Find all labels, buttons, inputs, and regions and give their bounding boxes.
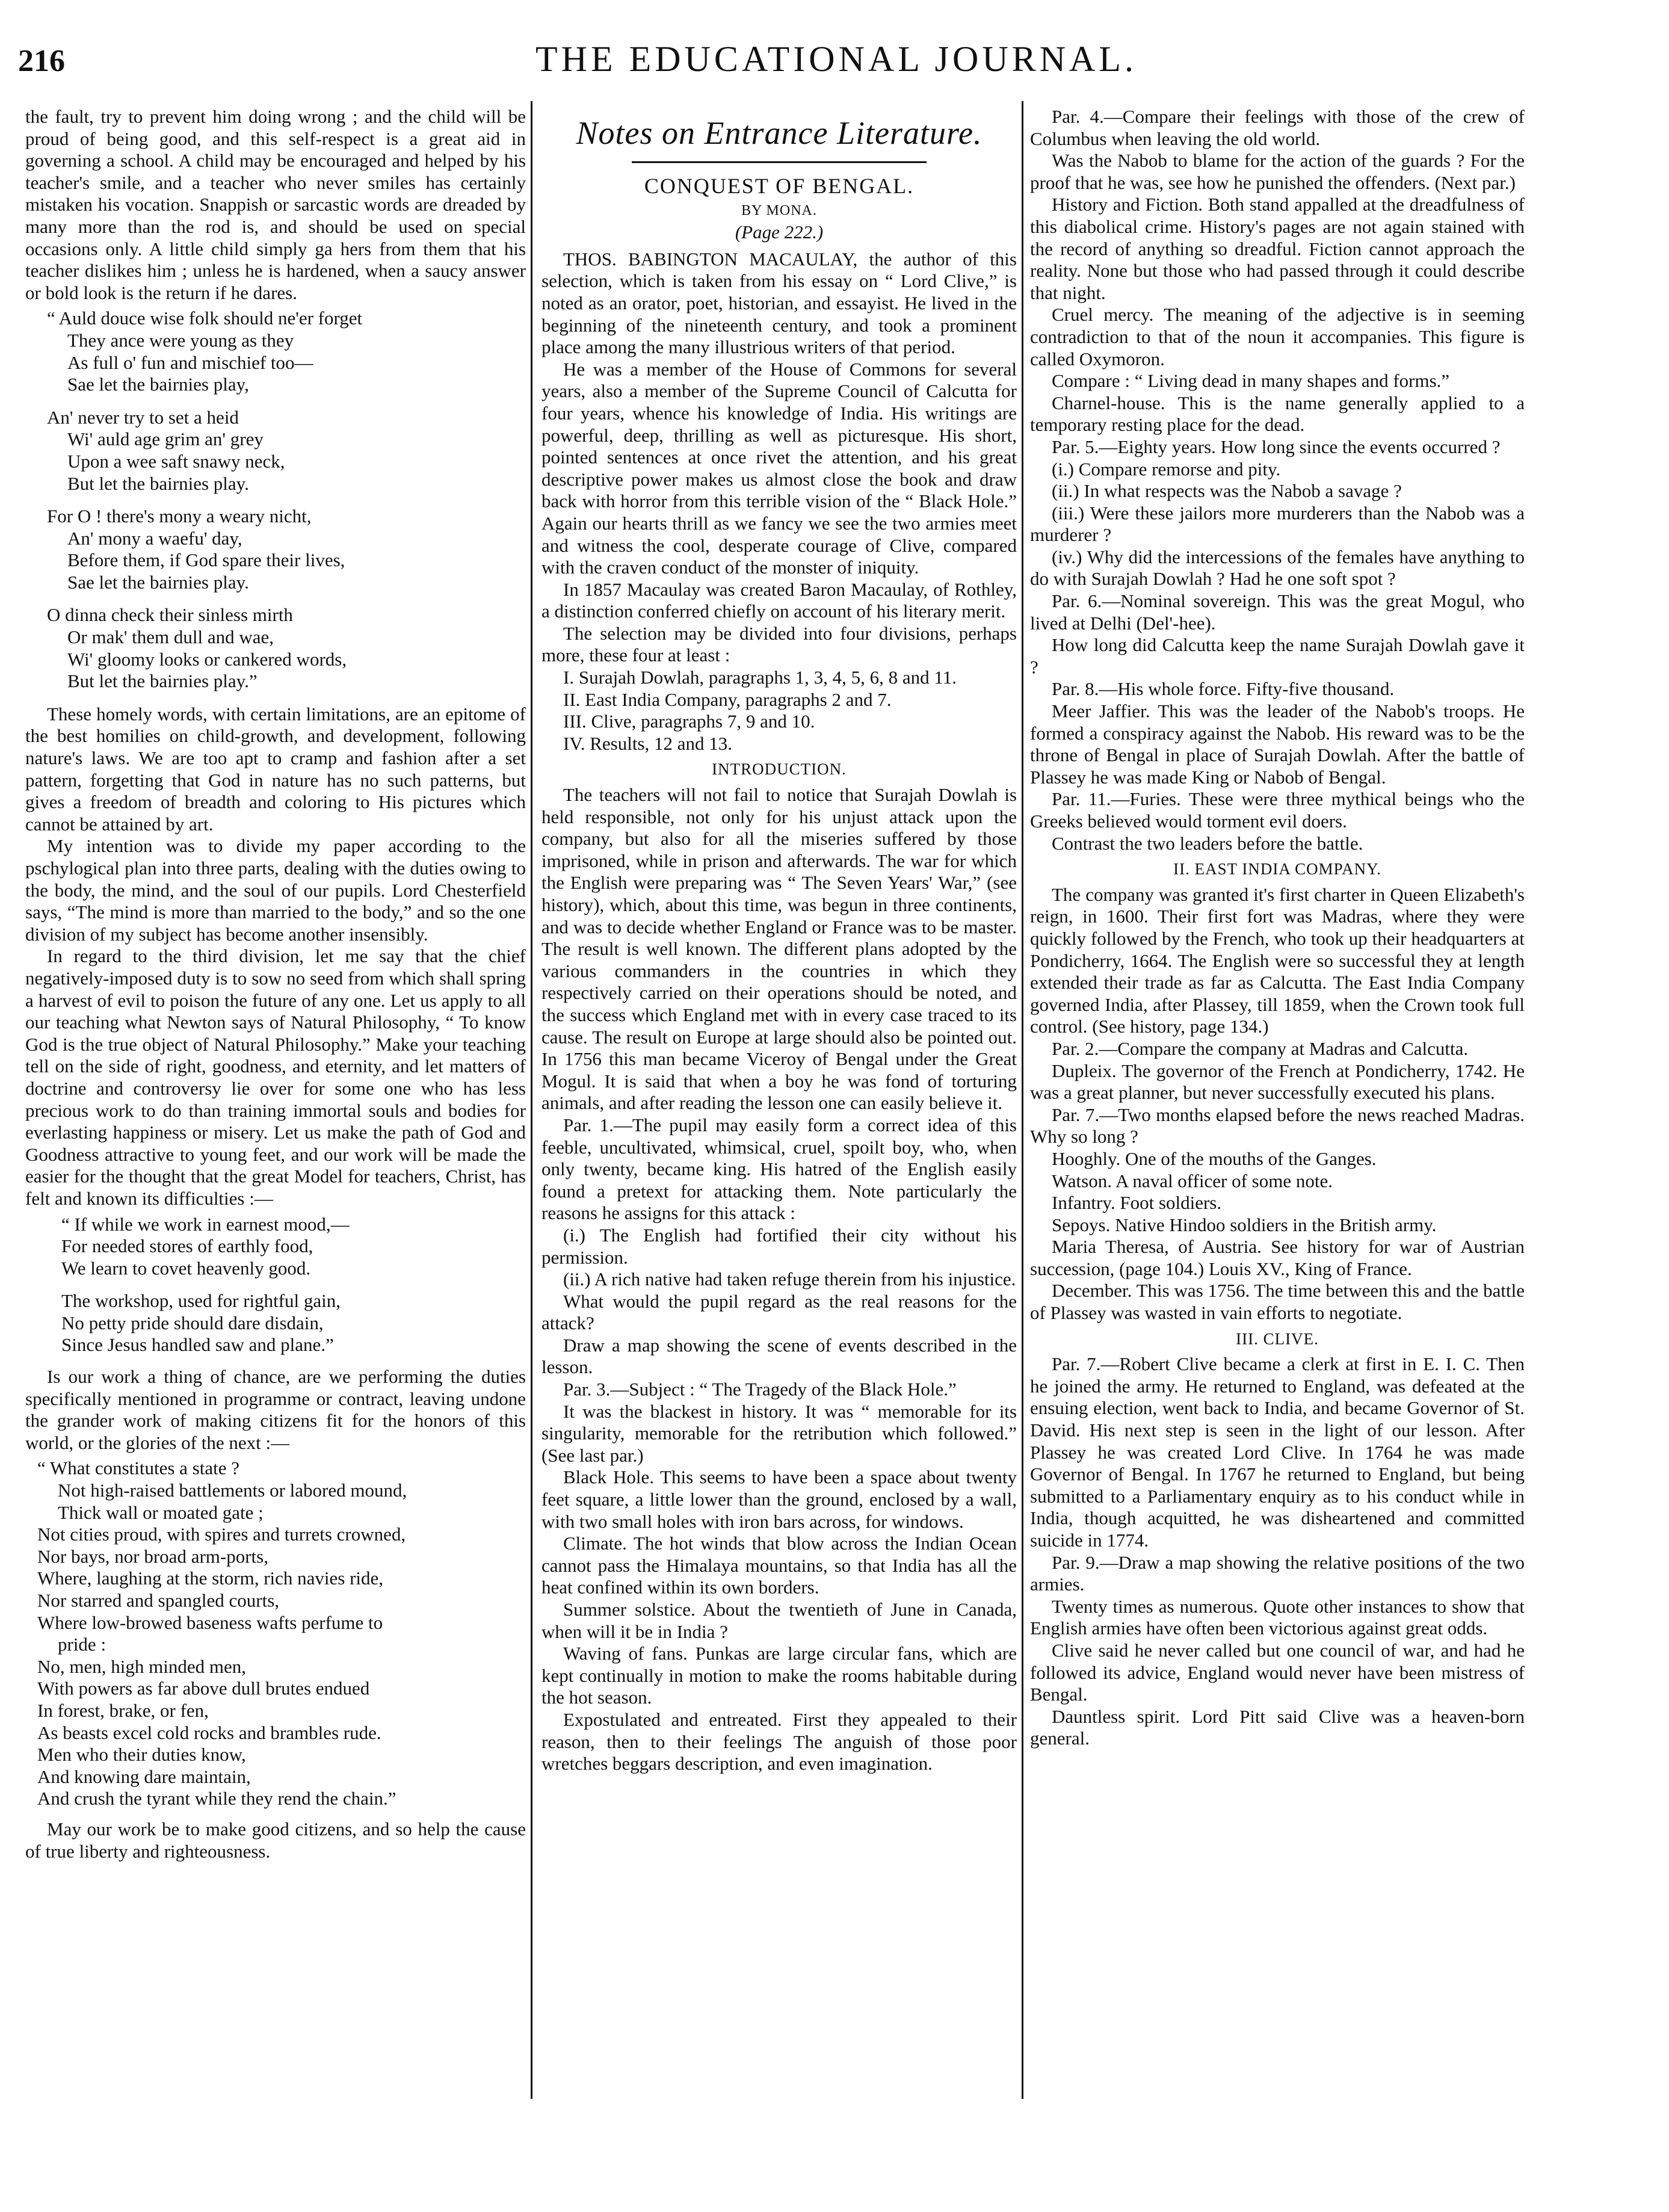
- subsection-heading: INTRODUCTION.: [712, 760, 847, 779]
- division-item: II. East India Company, paragraphs 2 and 7.: [563, 688, 892, 710]
- section-heading: Notes on Entrance Literature.: [576, 115, 983, 151]
- stanza-gap: [47, 593, 526, 604]
- paragraph: Par. 7.—Two months elapsed before the news reached Madras. Why so long ?: [1030, 1104, 1525, 1148]
- verse-line: In forest, brake, or fen,: [37, 1699, 209, 1721]
- verse-line: Men who their duties know,: [37, 1744, 246, 1766]
- paragraph: Par. 4.—Compare their feelings with those of the crew of Columbus when leaving the old world.: [1030, 106, 1525, 149]
- paragraph: What would the pupil regard as the real reasons for the attack?: [541, 1290, 1017, 1334]
- paragraph: Twenty times as numerous. Quote other instances to show that English armies have often been victorious against great odds.: [1030, 1595, 1525, 1639]
- page-number: 216: [18, 44, 65, 78]
- verse-line: Thick wall or moated gate ;: [58, 1501, 264, 1523]
- division-item: IV. Results, 12 and 13.: [563, 732, 733, 754]
- verse-line: Wi' gloomy looks or cankered words,: [67, 648, 347, 670]
- byline: BY MONA.: [741, 202, 817, 218]
- verse-line: We learn to covet heavenly good.: [61, 1257, 311, 1279]
- division-item: III. Clive, paragraphs 7, 9 and 10.: [563, 711, 815, 732]
- verse-line: “ Auld douce wise folk should ne'er forget: [47, 307, 363, 329]
- verse-line: Before them, if God spare their lives,: [67, 549, 345, 571]
- verse-line: Where, laughing at the storm, rich navies ride,: [37, 1568, 384, 1589]
- paragraph: Par. 7.—Robert Clive became a clerk at first in E. I. C. Then he joined the army. He returned to England, was defeated at the ensuing election, went back to India, and became Governor of St. David. His next step is seen in the light of our lesson. After Plassey he was created Lord Clive. In 1764 he was made Governor of Bengal. In 1767 he returned to England, but being submitted to a Parliamentary enquiry as to his conduct while in India, though acquitted, he was disheartened and committed suicide in 1774.: [1030, 1353, 1525, 1551]
- column-rule: [1022, 101, 1023, 2099]
- verse-line: An' mony a waefu' day,: [67, 527, 242, 549]
- paragraph: Maria Theresa, of Austria. See history for war of Austrian succession, (page 104.) Louis XV., King of France.: [1030, 1236, 1525, 1279]
- column-right: [1030, 106, 1525, 2176]
- paragraph: (ii.) In what respects was the Nabob a savage ?: [1052, 480, 1402, 502]
- verse-line: As beasts excel cold rocks and brambles rude.: [37, 1722, 381, 1743]
- paragraph: Par. 8.—His whole force. Fifty-five thousand.: [1052, 678, 1395, 700]
- paragraph: Black Hole. This seems to have been a space about twenty feet square, a little lower than the ground, enclosed by a wall, with two small holes with iron bars across, for windows.: [541, 1466, 1017, 1532]
- paragraph: Par. 11.—Furies. These were three mythical beings who the Greeks believed would torment evil doers.: [1030, 788, 1525, 832]
- paragraph: May our work be to make good citizens, and so help the cause of true liberty and righteousness.: [25, 1818, 526, 1862]
- verse-line: Wi' auld age grim an' grey: [67, 428, 264, 450]
- verse-line: Or mak' them dull and wae,: [67, 626, 274, 648]
- paragraph: He was a member of the House of Commons for several years, also a member of the Supreme Council of Calcutta for four years, whence his knowledge of India. His writings are powerful, deep, thrilling as well as picturesque. His short, pointed sentences at once rivet the attention, and his great descriptive power makes us almost close the book and draw back with horror from this terrible vision of the “ Black Hole.” Again our hearts thrill as we fancy we see the two armies meet and witness the cool, desperate courage of Clive, compared with the craven conduct of the monster of iniquity.: [541, 358, 1017, 578]
- paragraph: Dupleix. The governor of the French at Pondicherry, 1742. He was a great planner, but never successfully executed his plans.: [1030, 1060, 1525, 1104]
- paragraph: (i.) The English had fortified their city without his permission.: [541, 1224, 1017, 1268]
- paragraph: (i.) Compare remorse and pity.: [1052, 458, 1281, 480]
- verse-line: But let the bairnies play.”: [67, 670, 258, 692]
- paragraph: Watson. A naval officer of some note.: [1052, 1170, 1333, 1191]
- verse-line: For O ! there's mony a weary nicht,: [47, 505, 312, 527]
- subsection-heading: III. CLIVE.: [1236, 1329, 1319, 1348]
- paragraph: Contrast the two leaders before the battle.: [1052, 832, 1363, 854]
- paragraph: Par. 6.—Nominal sovereign. This was the great Mogul, who lived at Delhi (Del'-hee).: [1030, 590, 1525, 634]
- verse-line: An' never try to set a heid: [47, 406, 239, 428]
- journal-title: THE EDUCATIONAL JOURNAL.: [535, 39, 1138, 79]
- verse-line: Sae let the bairnies play.: [67, 571, 249, 593]
- paragraph: Meer Jaffier. This was the leader of the Nabob's troops. He formed a conspiracy against the Nabob. His reward was to be the throne of Bengal in place of Surajah Dowlah. After the battle of Plassey he was made King or Nabob of Bengal.: [1030, 700, 1525, 788]
- paragraph: The teachers will not fail to notice that Surajah Dowlah is held responsible, not only for his unjust attack upon the company, but also for all the miseries suffered by those imprisoned, while in prison and afterwards. The war for which the English were preparing was “ The Seven Years' War,” (see history), which, about this time, was begun in three continents, and was to decide whether England or France was to be master. The result is well known. The different plans adopted by the various commanders in the countries in which they respectively carried on their operations should be noted, and the success which England met with in every case traced to its cause. The result on Europe at large should also be pointed out. In 1756 this man became Viceroy of Bengal under the Great Mogul. It is said that when a boy he was fond of torturing animals, and after reading the lesson one can easily believe it.: [541, 784, 1017, 1114]
- article-title: CONQUEST OF BENGAL.: [644, 174, 915, 198]
- verse-line: For needed stores of earthly food,: [61, 1235, 313, 1257]
- verse-line: With powers as far above dull brutes endued: [37, 1678, 370, 1699]
- paragraph: My intention was to divide my paper according to the pschylogical plan into three parts, dealing with the duties owing to the body, the mind, and the soul of our pupils. Lord Chesterfield says, “The mind is more than married to the body,” and so the one division of my subject has become another insensibly.: [25, 835, 526, 945]
- paragraph: Was the Nabob to blame for the action of the guards ? For the proof that he was, see how he punished the offenders. (Next par.): [1030, 150, 1525, 193]
- paragraph: Par. 9.—Draw a map showing the relative positions of the two armies.: [1030, 1551, 1525, 1595]
- paragraph: In 1857 Macaulay was created Baron Macaulay, of Rothley, a distinction conferred chiefly on account of his literary merit.: [541, 578, 1017, 622]
- verse-line: Nor bays, nor broad arm-ports,: [37, 1545, 268, 1567]
- paragraph: Expostulated and entreated. First they appealed to their reason, then to their feelings The anguish of those poor wretches beggars description, and even imagination.: [541, 1708, 1017, 1775]
- stanza-gap: [61, 1279, 526, 1290]
- paragraph: In regard to the third division, let me say that the chief negatively-imposed duty is to sow no seed from which shall spring a harvest of evil to poison the future of any one. Let us apply to all our teaching what Newton says of Natural Philosophy, “ To know God is the true object of Natural Philosophy.” Make your teaching tell on the side of right, goodness, and eternity, and let matters of doctrine and controversy lie over for some one who has less precious work to do than training immortal souls and bodies for everlasting happiness or misery. Let us make the path of God and Goodness attractive to young feet, and our work will be made the easier for the thought that the great Model for teachers, Christ, has felt and known its difficulties :—: [25, 945, 526, 1209]
- paragraph: Draw a map showing the scene of events described in the lesson.: [541, 1334, 1017, 1378]
- paragraph: Sepoys. Native Hindoo soldiers in the British army.: [1052, 1214, 1437, 1235]
- verse-line: “ What constitutes a state ?: [37, 1457, 240, 1479]
- paragraph: (iv.) Why did the intercessions of the females have anything to do with Surajah Dowlah ? Had he one soft spot ?: [1030, 546, 1525, 590]
- running-head: [18, 22, 1655, 88]
- verse-line: And crush the tyrant while they rend the chain.”: [37, 1788, 396, 1809]
- paragraph: The selection may be divided into four divisions, perhaps more, these four at least :: [541, 622, 1017, 666]
- paragraph: The company was granted it's first charter in Queen Elizabeth's reign, in 1600. Their first fort was Madras, where they were quickly followed by the French, who took up their headquarters at Pondicherry, 1664. The English were so successful they at length extended their trade as far as Calcutta. The East India Company governed India, after Plassey, till 1859, when the Crown took full control. (See history, page 134.): [1030, 883, 1525, 1037]
- paragraph: December. This was 1756. The time between this and the battle of Plassey was wasted in vain efforts to negotiate.: [1030, 1280, 1525, 1324]
- paragraph: Dauntless spirit. Lord Pitt said Clive was a heaven-born general.: [1030, 1705, 1525, 1749]
- paragraph: Par. 2.—Compare the company at Madras and Calcutta.: [1052, 1037, 1469, 1059]
- verse-line: “ If while we work in earnest mood,—: [61, 1213, 350, 1235]
- paragraph: Climate. The hot winds that blow across the Indian Ocean cannot pass the Himalaya mountains, so that India has all the heat confined within its own borders.: [541, 1533, 1017, 1598]
- verse-line: O dinna check their sinless mirth: [47, 604, 293, 626]
- paragraph: THOS. BABINGTON MACAULAY, the author of this selection, which is taken from his essay on “ Lord Clive,” is noted as an orator, poet, historian, and essayist. He lived in the beginning of the nineteenth century, and took a prominent place among the many illustrious writers of that period.: [541, 248, 1017, 358]
- column-middle: [541, 106, 1017, 2176]
- column-left: [25, 106, 526, 2176]
- paragraph: History and Fiction. Both stand appalled at the dreadfulness of this diabolical crime. History's pages are not again stained with the record of anything so dreadful. Fiction cannot approach the reality. None but those who had passed through it could describe that night.: [1030, 194, 1525, 303]
- heading-rule: [632, 161, 927, 163]
- verse-line: They ance were young as they: [67, 329, 294, 351]
- verse-line: Sae let the bairnies play,: [67, 374, 249, 395]
- verse-line: Not high-raised battlements or labored mound,: [58, 1480, 407, 1501]
- paragraph: (ii.) A rich native had taken refuge therein from his injustice.: [563, 1268, 1016, 1290]
- paragraph: These homely words, with certain limitations, are an epitome of the best homilies on child-growth, and development, following nature's laws. We are too apt to cramp and fashion after a set pattern, forgetting that God in nature has no such patterns, but gives a freedom of breadth and coloring to His pictures which cannot be attained by art.: [25, 703, 526, 835]
- poem-what-constitutes-a-state: [37, 1457, 526, 1810]
- paragraph: It was the blackest in history. It was “ memorable for its singularity, memorable for the retribution which followed.” (See last par.): [541, 1400, 1017, 1466]
- paragraph: Compare : “ Living dead in many shapes and forms.”: [1052, 370, 1450, 392]
- verse-line: The workshop, used for rightful gain,: [61, 1290, 341, 1312]
- paragraph: Is our work a thing of chance, are we performing the duties specifically mentioned in programme or contract, leaving undone the grander work of making citizens fit for the honors of this world, or the glories of the next :—: [25, 1366, 526, 1453]
- paragraph: Waving of fans. Punkas are large circular fans, which are kept continually in motion to make the rooms habitable during the hot season.: [541, 1643, 1017, 1708]
- verse-line: No, men, high minded men,: [37, 1655, 246, 1677]
- paragraph: Infantry. Foot soldiers.: [1052, 1192, 1222, 1214]
- stanza-gap: [47, 396, 526, 407]
- paragraph: Par. 3.—Subject : “ The Tragedy of the Black Hole.”: [563, 1379, 957, 1400]
- paragraph: Charnel-house. This is the name generally applied to a temporary resting place for the dead.: [1030, 392, 1525, 436]
- paragraph: the fault, try to prevent him doing wrong ; and the child will be proud of being good, and this self-respect is a great aid in governing a school. A child may be encouraged and helped by his teacher's smile, and a teacher who never smiles has certainly mistaken his vocation. Snappish or sarcastic words are dreaded by many more than the rod is, and should be used on special occasions only. A little child simply ga hers from them that his teacher dislikes him ; unless he is hardened, when a saucy answer or bold look is the return if he dares.: [25, 106, 526, 303]
- column-rule: [531, 101, 532, 2099]
- verse-line: And knowing dare maintain,: [37, 1766, 251, 1787]
- paragraph: Cruel mercy. The meaning of the adjective is in seeming contradiction to that of the noun it accompanies. This figure is called Oxymoron.: [1030, 304, 1525, 369]
- verse-line: No petty pride should dare disdain,: [61, 1312, 324, 1333]
- paragraph: Par. 5.—Eighty years. How long since the events occurred ?: [1052, 436, 1501, 457]
- verse-line: Nor starred and spangled courts,: [37, 1590, 280, 1611]
- poem-workshop: [61, 1214, 526, 1357]
- division-list: [541, 667, 1017, 755]
- paragraph: Hooghly. One of the mouths of the Ganges.: [1052, 1148, 1377, 1169]
- paragraph: Summer solstice. About the twentieth of June in Canada, when will it be in India ?: [541, 1599, 1017, 1642]
- verse-line: Since Jesus handled saw and plane.”: [61, 1334, 334, 1356]
- verse-line: Not cities proud, with spires and turrets crowned,: [37, 1524, 406, 1545]
- verse-line: As full o' fun and mischief too—: [67, 351, 313, 373]
- verse-line: But let the bairnies play.: [67, 472, 249, 494]
- paragraph: Par. 1.—The pupil may easily form a correct idea of this feeble, uncultivated, whimsical, cruel, spoilt boy, who, when only twenty, became king. His hatred of the English easily found a pretext for attacking them. Note particularly the reasons he assigns for this attack :: [541, 1114, 1017, 1224]
- poem-auld-douce: [47, 307, 526, 693]
- verse-line: Upon a wee saft snawy neck,: [67, 450, 285, 472]
- paragraph: How long did Calcutta keep the name Surajah Dowlah gave it ?: [1030, 634, 1525, 678]
- paragraph: (iii.) Were these jailors more murderers than the Nabob was a murderer ?: [1030, 502, 1525, 546]
- division-item: I. Surajah Dowlah, paragraphs 1, 3, 4, 5, 6, 8 and 11.: [563, 667, 957, 688]
- stanza-gap: [47, 495, 526, 505]
- verse-line: Where low-browed baseness wafts perfume to: [37, 1611, 383, 1633]
- page-reference: (Page 222.): [735, 221, 824, 243]
- verse-line: pride :: [58, 1634, 106, 1655]
- paragraph: Clive said he never called but one council of war, and had he followed its advice, England would never have been mistress of Bengal.: [1030, 1639, 1525, 1705]
- subsection-heading: II. EAST INDIA COMPANY.: [1173, 860, 1381, 879]
